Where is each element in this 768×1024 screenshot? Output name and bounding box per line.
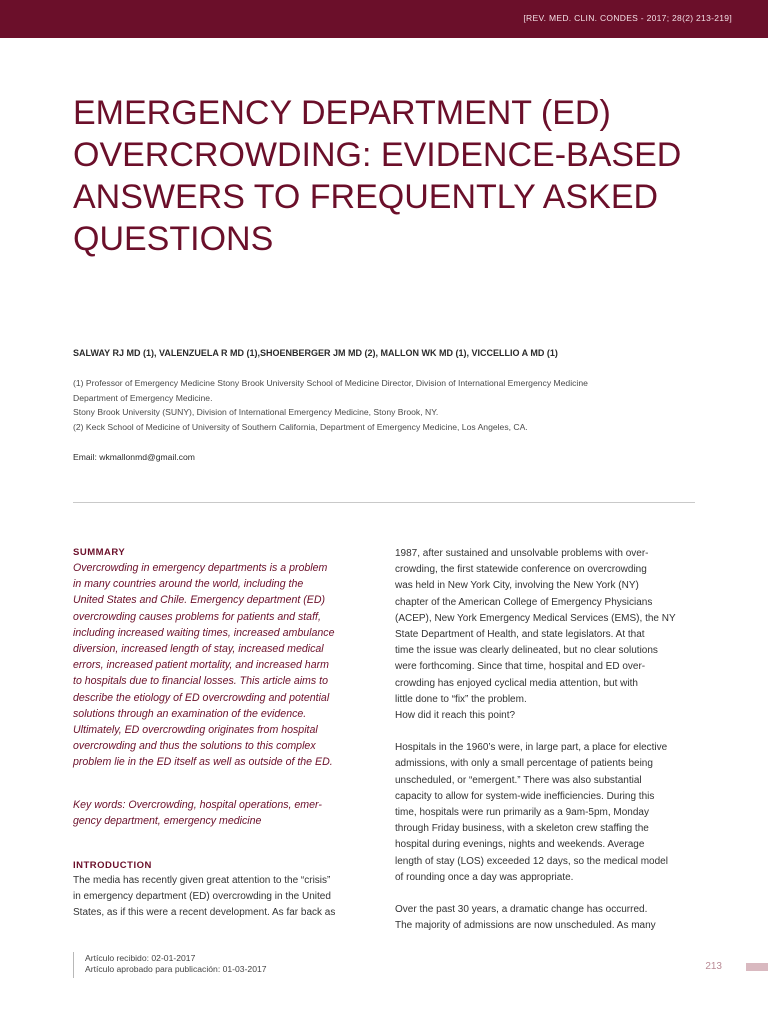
left-column xyxy=(73,546,375,922)
summary-text xyxy=(73,560,375,771)
keywords-line: Key words: Overcrowding, hospital operations, emer- xyxy=(73,798,322,811)
body-line: time, hospitals were run primarily as a 9am-5pm, Monday xyxy=(395,807,649,819)
contact-email: Email: wkmallonmd@gmail.com xyxy=(73,452,195,462)
body-line: little done to “fix” the problem. xyxy=(395,693,527,705)
body-line: through Friday business, with a skeleton crew staffing the xyxy=(395,823,649,835)
body-line: 1987, after sustained and unsolvable problems with over- xyxy=(395,548,649,559)
body-line: State Department of Health, and state legislators. At that xyxy=(395,629,645,641)
summary-heading: SUMMARY xyxy=(73,547,126,558)
body-line: in emergency department (ED) overcrowding in the United xyxy=(73,891,331,903)
body-line: Hospitals in the 1960’s were, in large part, a place for elective xyxy=(395,742,668,754)
keywords xyxy=(73,797,375,829)
affiliation-line: Stony Brook University (SUNY), Division of International Emergency Medicine, Stony Brook, NY. xyxy=(73,407,439,417)
title-line: QUESTIONS xyxy=(73,220,274,258)
body-line: Over the past 30 years, a dramatic change has occurred. xyxy=(395,904,648,916)
body-line: crowding has enjoyed cyclical media attention, but with xyxy=(395,677,638,689)
footer-divider xyxy=(73,952,74,978)
journal-reference: [REV. MED. CLIN. CONDES - 2017; 28(2) 213-219] xyxy=(523,13,732,23)
summary-line: Overcrowding in emergency departments is a problem xyxy=(73,562,328,574)
summary-line: overcrowding causes problems for patients and staff, xyxy=(73,610,321,623)
received-date: Artículo recibido: 02-01-2017 xyxy=(85,953,196,963)
author-list: SALWAY RJ MD (1), VALENZUELA R MD (1),SHOENBERGER JM MD (2), MALLON WK MD (1), VICCELLIO A MD (1) xyxy=(73,348,558,358)
title-line: EMERGENCY DEPARTMENT (ED) xyxy=(73,94,611,132)
summary-line: to hospitals due to financial losses. This article aims to xyxy=(73,675,328,688)
body-line: hospital during evenings, nights and weekends. Average xyxy=(395,839,645,851)
summary-line: overcrowding and thus the solutions to this complex xyxy=(73,740,316,753)
title-line: ANSWERS TO FREQUENTLY ASKED xyxy=(73,178,659,216)
summary-line: including increased waiting times, increased ambulance xyxy=(73,626,335,639)
affiliation-line: Department of Emergency Medicine. xyxy=(73,392,213,403)
keywords-line: gency department, emergency medicine xyxy=(73,814,262,827)
body-paragraph xyxy=(395,902,695,934)
body-line: was held in New York City, involving the New York (NY) xyxy=(395,580,639,592)
summary-line: United States and Chile. Emergency department (ED) xyxy=(73,594,326,607)
article-dates xyxy=(85,953,267,975)
affiliations xyxy=(73,376,703,434)
approved-date: Artículo aprobado para publicación: 01-03-2017 xyxy=(85,964,267,974)
body-line: length of stay (LOS) exceeded 12 days, so the medical model xyxy=(395,855,668,867)
body-line: chapter of the American College of Emergency Physicians xyxy=(395,596,653,608)
summary-line: Ultimately, ED overcrowding originates from hospital xyxy=(73,724,318,737)
body-line: time the issue was clearly delineated, but no clear solutions xyxy=(395,645,658,657)
body-line: capacity to allow for system-wide inefficiencies. During this xyxy=(395,790,655,802)
body-line: unscheduled, or “emergent.” There was also substantial xyxy=(395,774,642,786)
affiliation-line: (2) Keck School of Medicine of University of Southern California, Department of Emergency Medicine, Los Angeles, CA. xyxy=(73,421,528,432)
summary-line: in many countries around the world, including the xyxy=(73,578,304,591)
body-line: States, as if this were a recent development. As far back as xyxy=(73,907,336,919)
body-line: How did it reach this point? xyxy=(395,710,516,722)
summary-line: problem lie in the ED itself as well as outside of the ED. xyxy=(73,756,333,769)
summary-line: describe the etiology of ED overcrowding and potential xyxy=(73,691,330,704)
page-tab-marker xyxy=(746,963,768,971)
title-line: OVERCROWDING: EVIDENCE-BASED xyxy=(73,136,682,174)
affiliation-line: (1) Professor of Emergency Medicine Stony Brook University School of Medicine Director, Division of International Emergency Medicine xyxy=(73,378,588,388)
summary-line: diversion, increased length of stay, increased medical xyxy=(73,643,324,656)
body-line: of rounding once a day was appropriate. xyxy=(395,871,574,883)
article-title xyxy=(73,92,713,260)
right-column xyxy=(395,546,695,934)
body-paragraph xyxy=(395,546,695,724)
body-line: admissions, with only a small percentage of patients being xyxy=(395,758,653,770)
section-divider xyxy=(73,502,695,503)
page-number: 213 xyxy=(705,961,722,972)
journal-header-bar xyxy=(0,0,768,38)
introduction-text xyxy=(73,873,375,922)
summary-line: solutions through an examination of the evidence. xyxy=(73,707,307,720)
body-line: crowding, the first statewide conference on overcrowding xyxy=(395,564,647,576)
body-paragraph xyxy=(395,740,695,886)
body-line: (ACEP), New York Emergency Medical Services (EMS), the NY xyxy=(395,612,676,624)
body-line: The majority of admissions are now unscheduled. As many xyxy=(395,920,656,932)
body-line: were forthcoming. Since that time, hospital and ED over- xyxy=(395,661,646,673)
introduction-heading: INTRODUCTION xyxy=(73,860,152,872)
body-line: The media has recently given great attention to the “crisis” xyxy=(73,875,331,887)
summary-line: errors, increased patient mortality, and increased harm xyxy=(73,659,329,672)
